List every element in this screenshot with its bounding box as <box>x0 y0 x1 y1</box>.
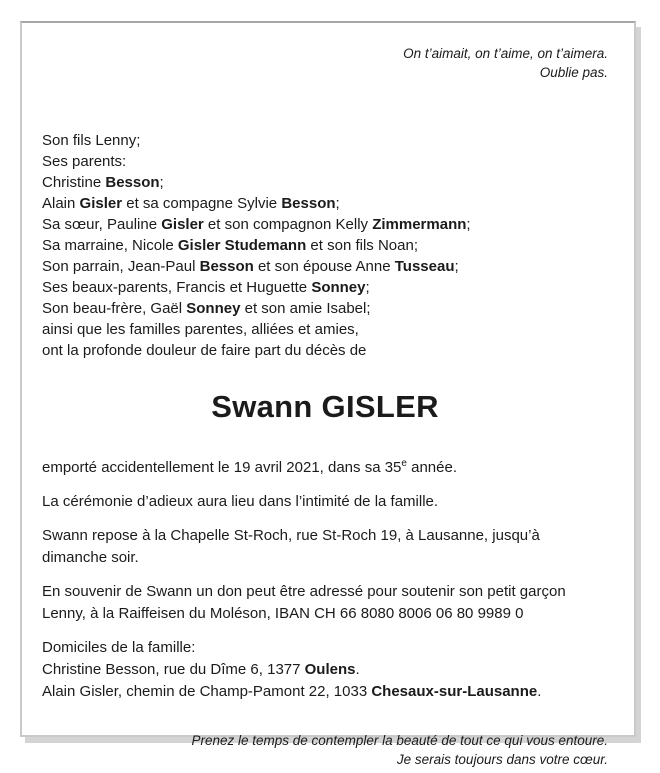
family-line: Son fils Lenny; <box>42 132 141 149</box>
addresses-heading: Domiciles de la famille: <box>42 639 196 656</box>
memorial-quote-top-line-1: On t’aimait, on t’aime, on t’aimera. <box>403 46 608 61</box>
family-line: ont la profonde douleur de faire part du décès de <box>42 342 367 359</box>
deceased-name: Swann GISLER <box>211 389 439 424</box>
family-line: Ses beaux-parents, Francis et Huguette Sonney; <box>42 279 370 296</box>
death-announcement: emporté accidentellement le 19 avril 2021, dans sa 35e année. <box>42 458 457 476</box>
family-line: Alain Gisler et sa compagne Sylvie Besson; <box>42 195 340 212</box>
family-addresses <box>42 637 608 703</box>
family-line: Ses parents: <box>42 153 127 170</box>
family-line: Son beau-frère, Gaël Sonney et son amie Isabel; <box>42 300 371 317</box>
memorial-quote-top <box>42 45 608 82</box>
memorial-quote-top-line-2: Oublie pas. <box>539 64 608 80</box>
notice-page <box>20 21 636 767</box>
family-list <box>42 130 608 361</box>
memorial-quote-bottom <box>42 731 608 769</box>
family-line: Sa marraine, Nicole Gisler Studemann et son fils Noan; <box>42 237 418 254</box>
repose-info: Swann repose à la Chapelle St-Roch, rue St-Roch 19, à Lausanne, jusqu’à dimanche soir. <box>42 527 540 566</box>
family-line: Son parrain, Jean-Paul Besson et son épouse Anne Tusseau; <box>42 258 459 275</box>
family-line: Christine Besson; <box>42 174 164 191</box>
family-line: ainsi que les familles parentes, alliées et amies, <box>42 321 359 338</box>
memorial-quote-bottom-line-2: Je serais toujours dans votre cœur. <box>396 752 608 767</box>
address-line: Alain Gisler, chemin de Champ-Pamont 22, 1033 Chesaux-sur-Lausanne. <box>42 683 542 700</box>
memorial-quote-bottom-line-1: Prenez le temps de contempler la beauté de tout ce qui vous entoure. <box>191 733 608 748</box>
donation-info: En souvenir de Swann un don peut être adressé pour soutenir son petit garçon Lenny, à la Raiffeisen du Moléson, IBAN CH 66 8080 8006 06 80 9989 0 <box>42 583 566 622</box>
ceremony-info: La cérémonie d’adieux aura lieu dans l’intimité de la famille. <box>42 493 439 510</box>
family-line: Sa sœur, Pauline Gisler et son compagnon Kelly Zimmermann; <box>42 216 471 233</box>
address-line: Christine Besson, rue du Dîme 6, 1377 Oulens. <box>42 661 360 678</box>
